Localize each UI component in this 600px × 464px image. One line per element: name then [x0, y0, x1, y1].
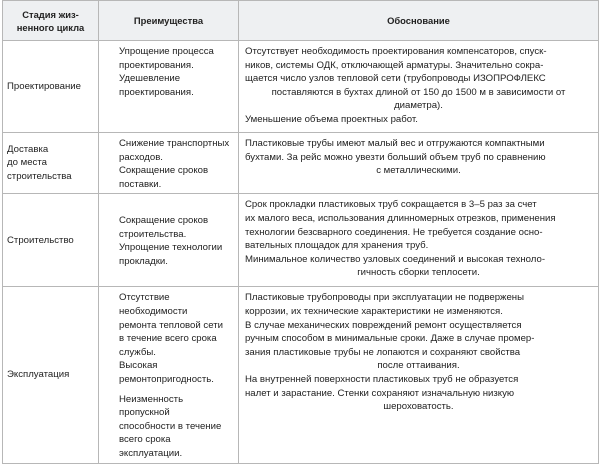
table-row — [3, 194, 599, 287]
justification-line: Пластиковые трубопроводы при эксплуатации не подвержены — [245, 292, 524, 304]
advantage-line: в течение всего срока — [119, 333, 217, 345]
advantages-cell — [99, 41, 239, 133]
justification-line: ников, системы ОДК, отключающей арматуры. Значительно сокра- — [245, 59, 544, 71]
stage-label-line: до места — [7, 157, 47, 169]
advantage-line: способности в течение — [119, 420, 222, 432]
table-row — [3, 41, 599, 133]
advantage-line: проектирования. — [119, 86, 194, 98]
stage-label: Проектирование — [7, 80, 81, 92]
table-row — [3, 133, 599, 194]
justification-line: гичность сборки теплосети. — [357, 267, 480, 279]
table-header-row — [3, 1, 599, 41]
justification-cell — [239, 287, 599, 463]
justification-cell — [239, 133, 599, 194]
stage-cell — [3, 194, 99, 287]
advantage-line: проектирования. — [119, 59, 194, 71]
advantage-line: строительства. — [119, 228, 187, 240]
justification-line: зания пластиковые трубы не лопаются и сохраняют свойства — [245, 346, 521, 358]
justification-line: вательных площадок для хранения труб. — [245, 240, 429, 252]
justification-line: после оттаивания. — [377, 360, 460, 372]
stage-label-line: строительства — [7, 170, 72, 182]
header-advantages: Преимущества — [99, 1, 239, 41]
justification-cell — [239, 41, 599, 133]
advantage-line: всего срока эксплуатации. — [119, 434, 183, 459]
advantage-line: службы. — [119, 346, 156, 358]
justification-cell — [239, 194, 599, 287]
advantages-cell — [99, 287, 239, 463]
justification-line: технологии безсварного соединения. Не требуется создание осно- — [245, 226, 543, 238]
advantage-line: Сокращение сроков — [119, 165, 209, 177]
stage-cell — [3, 287, 99, 463]
stage-cell — [3, 133, 99, 194]
advantage-line: прокладки. — [119, 255, 168, 267]
justification-line: налет и зарастание. Стенки сохраняют изначальную низкую — [245, 387, 515, 399]
advantage-line: Сокращение сроков — [119, 215, 209, 227]
justification-line: Отсутствует необходимость проектирования компенсаторов, спуск- — [245, 46, 547, 57]
header-stage-line1: Стадия жиз- — [22, 8, 79, 20]
justification-line: Минимальное количество узловых соединений и высокая техноло- — [245, 253, 546, 265]
stage-label-line: Доставка — [7, 143, 49, 155]
advantages-cell — [99, 194, 239, 287]
advantages-cell — [99, 133, 239, 194]
table-row — [3, 287, 599, 463]
header-justification: Обоснование — [239, 1, 599, 41]
advantage-line: Отсутствие необходимости — [119, 292, 188, 317]
advantage-line: ремонта тепловой сети — [119, 319, 223, 331]
justification-line: поставляются в бухтах длиной от 150 до 1500 м в зависимости от — [271, 86, 566, 98]
advantage-line: Удешевление — [119, 73, 181, 85]
justification-line: щается число узлов тепловой сети (трубопроводы ИЗОПРОФЛЕКС — [245, 73, 546, 85]
justification-line: шероховатость. — [383, 401, 454, 413]
justification-line: их малого веса, использования длинномерных отрезков, применения — [245, 212, 556, 224]
justification-line: На внутренней поверхности пластиковых труб не образуется — [245, 373, 519, 385]
lifecycle-table — [2, 0, 599, 464]
advantage-line: Снижение транспортных — [119, 138, 230, 149]
justification-line: Уменьшение объема проектных работ. — [245, 113, 418, 125]
advantage-line: Высокая ремонтопригодность. — [119, 360, 214, 385]
header-stage-line2: ненного цикла — [16, 21, 85, 33]
justification-line: Срок прокладки пластиковых труб сокращается в 3–5 раз за счет — [245, 199, 537, 211]
advantage-line: расходов. — [119, 151, 163, 163]
justification-line: с металлическими. — [376, 165, 461, 177]
header-stage — [3, 1, 99, 41]
justification-line: Пластиковые трубы имеют малый вес и отгружаются компактными — [245, 138, 545, 149]
justification-line: диаметра). — [394, 100, 443, 112]
stage-cell — [3, 41, 99, 133]
justification-line: ручным способом в минимальные сроки. Даже в случае промер- — [245, 333, 535, 345]
justification-line: коррозии, их технические характеристики не изменяются. — [245, 305, 503, 317]
advantage-line: Упрощение технологии — [119, 242, 223, 254]
justification-line: В случае механических повреждений ремонт осуществляется — [245, 319, 522, 331]
stage-label: Строительство — [7, 234, 74, 246]
stage-label: Эксплуатация — [7, 369, 70, 381]
advantage-line: поставки. — [119, 178, 162, 190]
advantage-line: Упрощение процесса — [119, 46, 214, 57]
justification-line: бухтами. За рейс можно увезти больший объем труб по сравнению — [245, 151, 546, 163]
advantage-line: Неизменность пропускной — [119, 393, 184, 419]
